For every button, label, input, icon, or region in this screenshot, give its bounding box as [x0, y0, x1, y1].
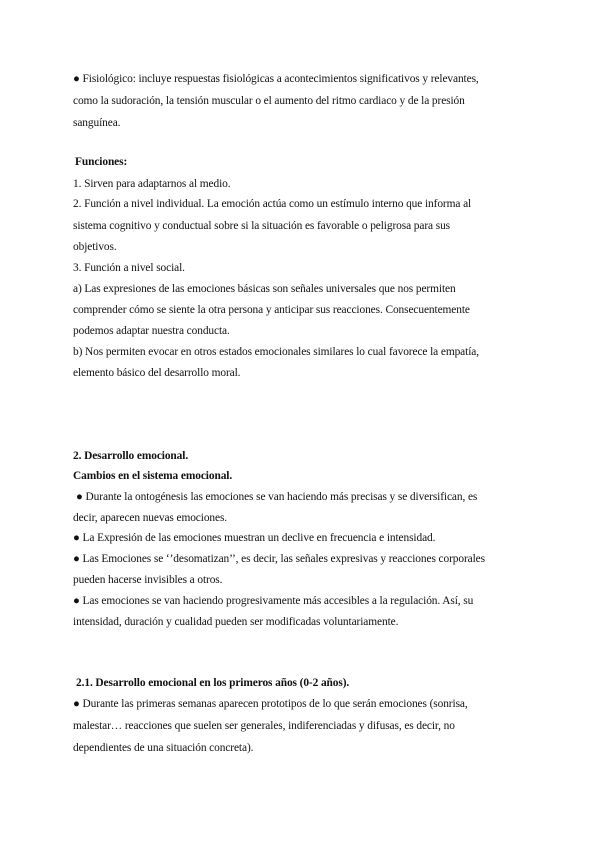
funciones-item-2-line-3: objetivos.	[73, 241, 117, 253]
section-2-1-heading: 2.1. Desarrollo emocional en los primeros años (0-2 años).	[76, 677, 350, 689]
fisiologico-line-3: sanguínea.	[73, 117, 121, 129]
funciones-heading: Funciones:	[75, 156, 128, 168]
section-2-subheading: Cambios en el sistema emocional.	[73, 470, 233, 482]
section-2-1-bullet-1-line-1: ● Durante las primeras semanas aparecen prototipos de lo que serán emociones (sonrisa,	[73, 698, 468, 710]
section-2-bullet-1-line-2: decir, aparecen nuevas emociones.	[73, 512, 228, 524]
funciones-a-line-1: a) Las expresiones de las emociones básicas son señales universales que nos permiten	[73, 283, 456, 295]
section-2-bullet-1-line-1: ● Durante la ontogénesis las emociones se van haciendo más precisas y se diversifican, es	[76, 491, 478, 503]
section-2-1-bullet-1-line-3: dependientes de una situación concreta).	[73, 742, 254, 754]
funciones-item-2-line-2: sistema cognitivo y conductual sobre si la situación es favorable o peligrosa para sus	[73, 220, 450, 232]
funciones-a-line-3: podemos adaptar nuestra conducta.	[73, 325, 230, 337]
funciones-b-line-2: elemento básico del desarrollo moral.	[73, 367, 241, 379]
section-2-1-bullet-1-line-2: malestar… reacciones que suelen ser generales, indiferenciadas y difusas, es decir, no	[73, 720, 455, 732]
funciones-b-line-1: b) Nos permiten evocar en otros estados emocionales similares lo cual favorece la empatía,	[73, 346, 479, 358]
funciones-item-1: 1. Sirven para adaptarnos al medio.	[73, 178, 231, 190]
funciones-item-3: 3. Función a nivel social.	[73, 262, 185, 274]
funciones-item-2-line-1: 2. Función a nivel individual. La emoción actúa como un estímulo interno que informa al	[73, 198, 472, 210]
section-2-heading: 2. Desarrollo emocional.	[73, 450, 189, 462]
section-2-bullet-3-line-2: pueden hacerse invisibles a otros.	[73, 574, 223, 586]
section-2-bullet-3-line-1: ● Las Emociones se ‘’desomatizan’’, es decir, las señales expresivas y reacciones corporales	[73, 553, 485, 565]
section-2-bullet-4-line-2: intensidad, duración y cualidad pueden ser modificadas voluntariamente.	[73, 616, 399, 628]
section-2-bullet-2: ● La Expresión de las emociones muestran un declive en frecuencia e intensidad.	[73, 532, 436, 544]
fisiologico-line-1: ● Fisiológico: incluye respuestas fisiológicas a acontecimientos significativos y relevantes,	[73, 73, 479, 85]
section-2-bullet-4-line-1: ● Las emociones se van haciendo progresivamente más accesibles a la regulación. Así, su	[73, 595, 474, 607]
funciones-a-line-2: comprender cómo se siente la otra persona y anticipar sus reacciones. Consecuentemente	[73, 304, 470, 316]
fisiologico-line-2: como la sudoración, la tensión muscular o el aumento del ritmo cardiaco y de la presión	[73, 95, 465, 107]
